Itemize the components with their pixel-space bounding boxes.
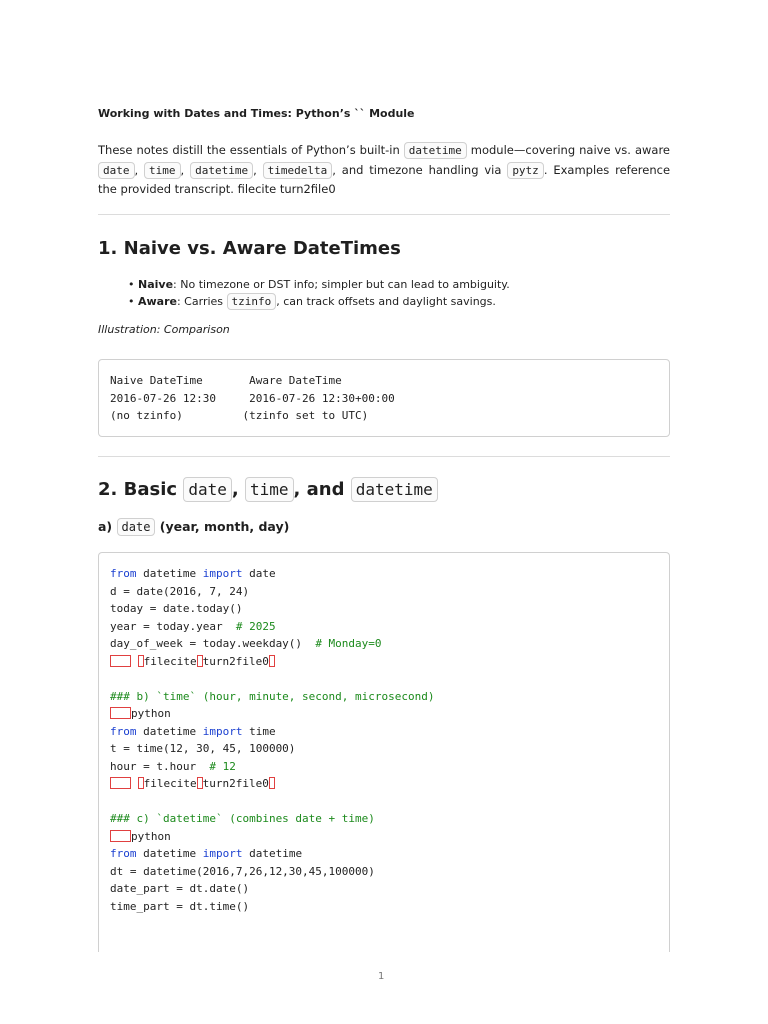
invalid-glyph-box [110,707,131,719]
inline-code-date: date [98,162,135,179]
inline-code-datetime: datetime [351,477,438,502]
code-line: 2016-07-26 12:30 2016-07-26 12:30+00:00 [110,391,395,405]
code-text: datetime [136,724,203,738]
code-line: Naive DateTime Aware DateTime [110,374,342,387]
heading-text: , [231,479,239,500]
section-1-heading: 1. Naive vs. Aware DateTimes [98,238,401,259]
code-line [110,618,435,636]
inline-code-timedelta: timedelta [263,162,333,179]
code-text: python [131,829,171,843]
subsection-a-heading [98,519,289,534]
code-line [110,653,435,671]
illustration-caption: Illustration: Comparison [98,323,230,336]
code-line: d = date(2016, 7, 24) [110,584,250,598]
inline-code-time: time [144,162,181,179]
intro-text: These notes distill the essentials of Python’s built-in [98,143,404,157]
divider [98,456,670,457]
invalid-glyph-box [110,777,131,789]
inline-code-time: time [245,477,294,502]
keyword: from [110,847,137,860]
code-text: filecite [143,777,197,790]
code-text: year = today.year [110,619,236,633]
term-description: : Carries [176,295,227,308]
invalid-glyph-box [110,655,131,667]
code-line: (no tzinfo) (tzinfo set to UTC) [110,409,369,422]
code-text: datetime [136,847,203,860]
keyword: import [202,847,243,860]
invalid-glyph-box [269,777,275,789]
code-line [110,635,435,653]
keyword: import [202,567,243,580]
code-text: datetime [136,567,203,580]
bullet-mark: • [128,295,135,308]
code-line [110,810,435,828]
code-text: python [131,707,171,720]
code-text: turn2file0 [202,777,269,790]
code-line: time_part = dt.time() [110,899,250,913]
naive-aware-list [128,276,510,310]
code-line-blank [110,793,435,811]
code-line: date_part = dt.date() [110,882,250,895]
intro-text: , [180,162,191,177]
code-line-blank [110,670,435,688]
code-line [110,705,435,723]
inline-code-pytz: pytz [507,162,544,179]
intro-paragraph [98,141,670,199]
code-text: datetime [242,847,303,860]
term-label: Naive [138,278,174,291]
code-text: time [242,724,276,738]
keyword: import [202,724,243,738]
subsection-label: a) [98,519,113,534]
divider [98,214,670,215]
code-line: today = date.today() [110,602,243,615]
section-2-heading [98,479,438,500]
invalid-glyph-box [269,655,275,667]
bullet-mark: • [128,278,135,291]
code-text: filecite [143,654,197,668]
code-line [110,723,435,741]
code-comment: ### c) `datetime` (combines date + time) [110,812,375,825]
keyword: from [110,567,137,580]
keyword: from [110,724,137,738]
code-line [110,688,435,706]
term-description: : No timezone or DST info; simpler but can lead to ambiguity. [173,278,510,291]
code-line [110,758,435,776]
subsection-label: (year, month, day) [159,519,290,534]
inline-code-datetime: datetime [190,162,253,179]
intro-text: . Examples reference the provided transcript. filecite turn2file0 [98,162,671,196]
intro-text: , [253,162,263,177]
code-comment: ### b) `time` (hour, minute, second, microsecond) [110,689,435,703]
term-description: , can track offsets and daylight savings. [276,295,496,308]
code-text: turn2file0 [202,654,269,668]
code-comment: # 2025 [235,619,276,633]
term-label: Aware [138,295,177,308]
list-item [128,276,510,293]
comparison-block [98,359,670,437]
code-line [110,828,435,846]
code-line: dt = datetime(2016,7,26,12,30,45,100000) [110,864,375,878]
inline-code-tzinfo: tzinfo [227,293,277,310]
heading-text: , and [293,479,345,500]
code-comment: # 12 [209,759,236,773]
invalid-glyph-box [110,830,131,842]
page-number: 1 [378,971,385,982]
document-title: Working with Dates and Times: Python’s `` Module [98,107,415,120]
code-line [110,565,435,583]
inline-code-date: date [183,477,232,502]
code-line: t = time(12, 30, 45, 100000) [110,742,296,755]
intro-text: , [134,162,139,177]
code-text: date [242,567,276,580]
code-line [110,775,435,793]
code-block [98,552,670,952]
intro-text: , and timezone handling via [332,162,508,177]
list-item [128,293,510,310]
code-line [110,845,435,863]
code-text: hour = t.hour [110,759,210,773]
heading-text: 2. Basic [98,479,184,500]
code-comment: # Monday=0 [315,637,382,650]
inline-code-datetime: datetime [404,142,467,159]
inline-code-date: date [117,518,156,536]
intro-text: module—covering naive vs. aware [466,143,670,157]
code-text: day_of_week = today.weekday() [110,637,316,650]
